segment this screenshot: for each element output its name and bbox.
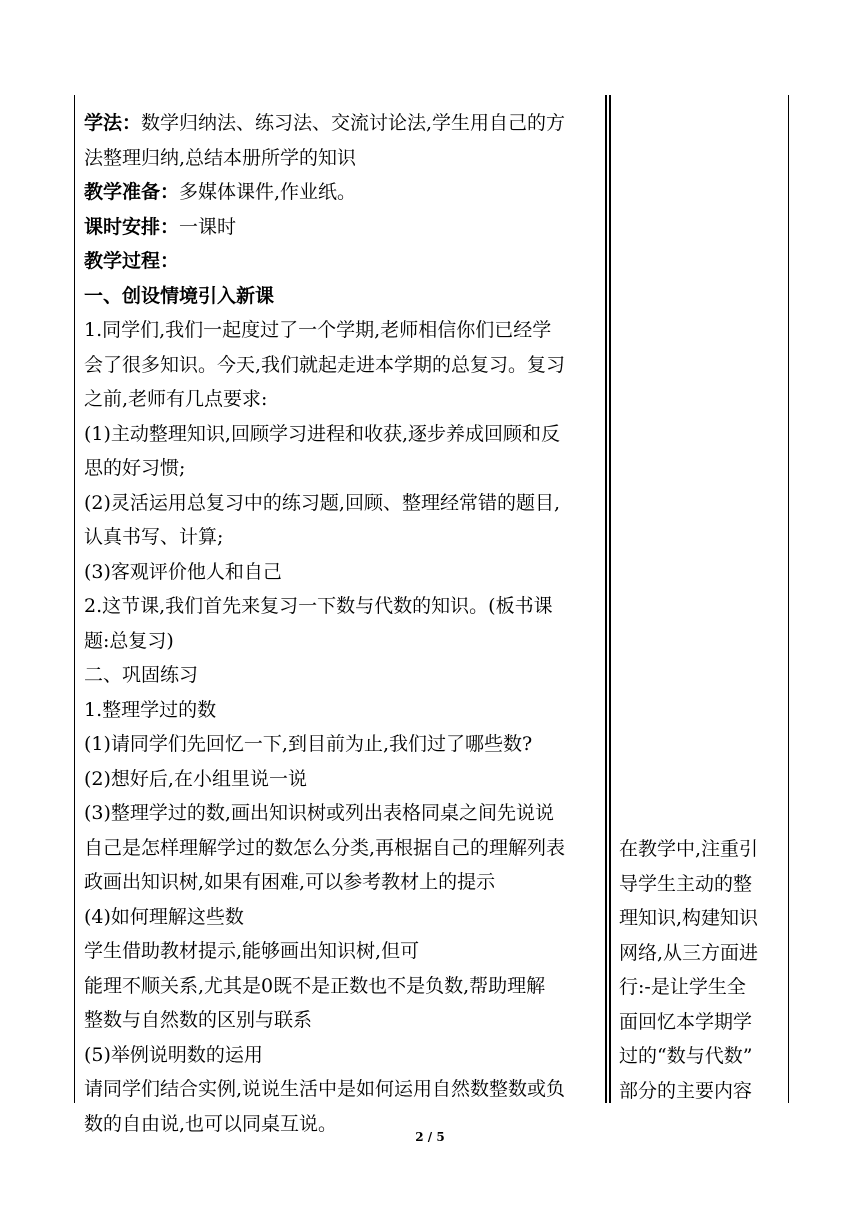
side-note: [619, 832, 785, 1108]
left-border: [74, 95, 75, 1103]
section-1-line-9: 2.这节课,我们首先来复习一下数与代数的知识。(板书课: [84, 595, 553, 617]
schedule-line: [84, 210, 608, 245]
side-note-line-7: 过的“数与代数”: [619, 1045, 753, 1067]
preparation-text: 多媒体课件,作业纸。: [179, 181, 357, 203]
study-method-line-1: [84, 106, 608, 141]
section-1-line-1: 1.同学们,我们一起度过了一个学期,老师相信你们已经学: [84, 319, 552, 341]
section-1-line-10: 题:总复习): [84, 629, 174, 652]
preparation-line: [84, 175, 608, 210]
section-2-line-6: 政画出知识树,如果有困难,可以参考教材上的提示: [84, 871, 496, 893]
section-2-line-11: (5)举例说明数的运用: [84, 1043, 263, 1066]
schedule-text: 一课时: [179, 215, 237, 238]
preparation-label: 教学准备：: [84, 181, 180, 203]
section-2-line-1: 1.整理学过的数: [84, 698, 217, 721]
side-note-line-3: 理知识,构建知识: [619, 907, 759, 929]
side-note-line-2: 导学生主动的整: [619, 872, 753, 895]
side-note-line-1: 在教学中,注重引: [619, 838, 759, 860]
section-2-line-8: 学生借助教材提示,能够画出知识树,但可: [84, 940, 420, 962]
section-1-line-6: (2)灵活运用总复习中的练习题,回顾、整理经常错的题目,: [84, 491, 560, 514]
section-1-line-7: 认真书写、计算;: [84, 526, 224, 548]
section-1-line-8: (3)客观评价他人和自己: [84, 560, 282, 583]
section-2-line-9: 能理不顺关系,尤其是0既不是正数也不是负数,帮助理解: [84, 974, 546, 997]
section-1-line-5: 思的好习惯;: [84, 457, 186, 479]
right-border: [788, 95, 789, 1103]
section-2-line-12: 请同学们结合实例,说说生活中是如何运用自然数整数或负: [84, 1078, 566, 1100]
section-2-line-2: (1)请同学们先回忆一下,到目前为止,我们过了哪些数?: [84, 733, 533, 755]
section-1-line-4: (1)主动整理知识,回顾学习进程和收获,逐步养成回顾和反: [84, 422, 560, 445]
side-note-line-5: 行:-是让学生全: [619, 976, 746, 998]
section-2-line-13: 数的自由说,也可以同桌互说。: [84, 1112, 338, 1135]
section-2-line-10: 整数与自然数的区别与联系: [84, 1009, 313, 1031]
study-method-line-2: 法整理归纳,总结本册所学的知识: [84, 146, 357, 169]
study-method-label: 学法：: [84, 112, 142, 134]
column-divider-inner: [609, 95, 611, 1103]
schedule-label: 课时安排：: [84, 215, 180, 238]
section-2-line-5: 自己是怎样理解学过的数怎么分类,再根据自己的理解列表: [84, 836, 566, 859]
lesson-content: [84, 106, 608, 1141]
section-1-line-2: 会了很多知识。今天,我们就起走进本学期的总复习。复习: [84, 353, 566, 376]
section-2-line-7: (4)如何理解这些数: [84, 905, 244, 928]
page-number: 2 / 5: [415, 1130, 445, 1144]
process-heading: 教学过程：: [84, 250, 180, 272]
section-2-line-3: (2)想好后,在小组里说一说: [84, 767, 307, 790]
section-2-heading: 二、巩固练习: [84, 664, 199, 686]
section-1-heading: 一、创设情境引入新课: [84, 284, 275, 307]
section-2-line-4: (3)整理学过的数,画出知识树或列出表格同桌之间先说说: [84, 802, 554, 824]
side-note-line-6: 面回忆本学期学: [619, 1010, 753, 1033]
side-note-line-8: 部分的主要内容: [619, 1079, 753, 1102]
section-1-line-3: 之前,老师有几点要求:: [84, 388, 268, 410]
study-method-text: 数学归纳法、练习法、交流讨论法,学生用自己的方: [141, 112, 566, 134]
side-note-line-4: 网络,从三方面进: [619, 941, 759, 964]
